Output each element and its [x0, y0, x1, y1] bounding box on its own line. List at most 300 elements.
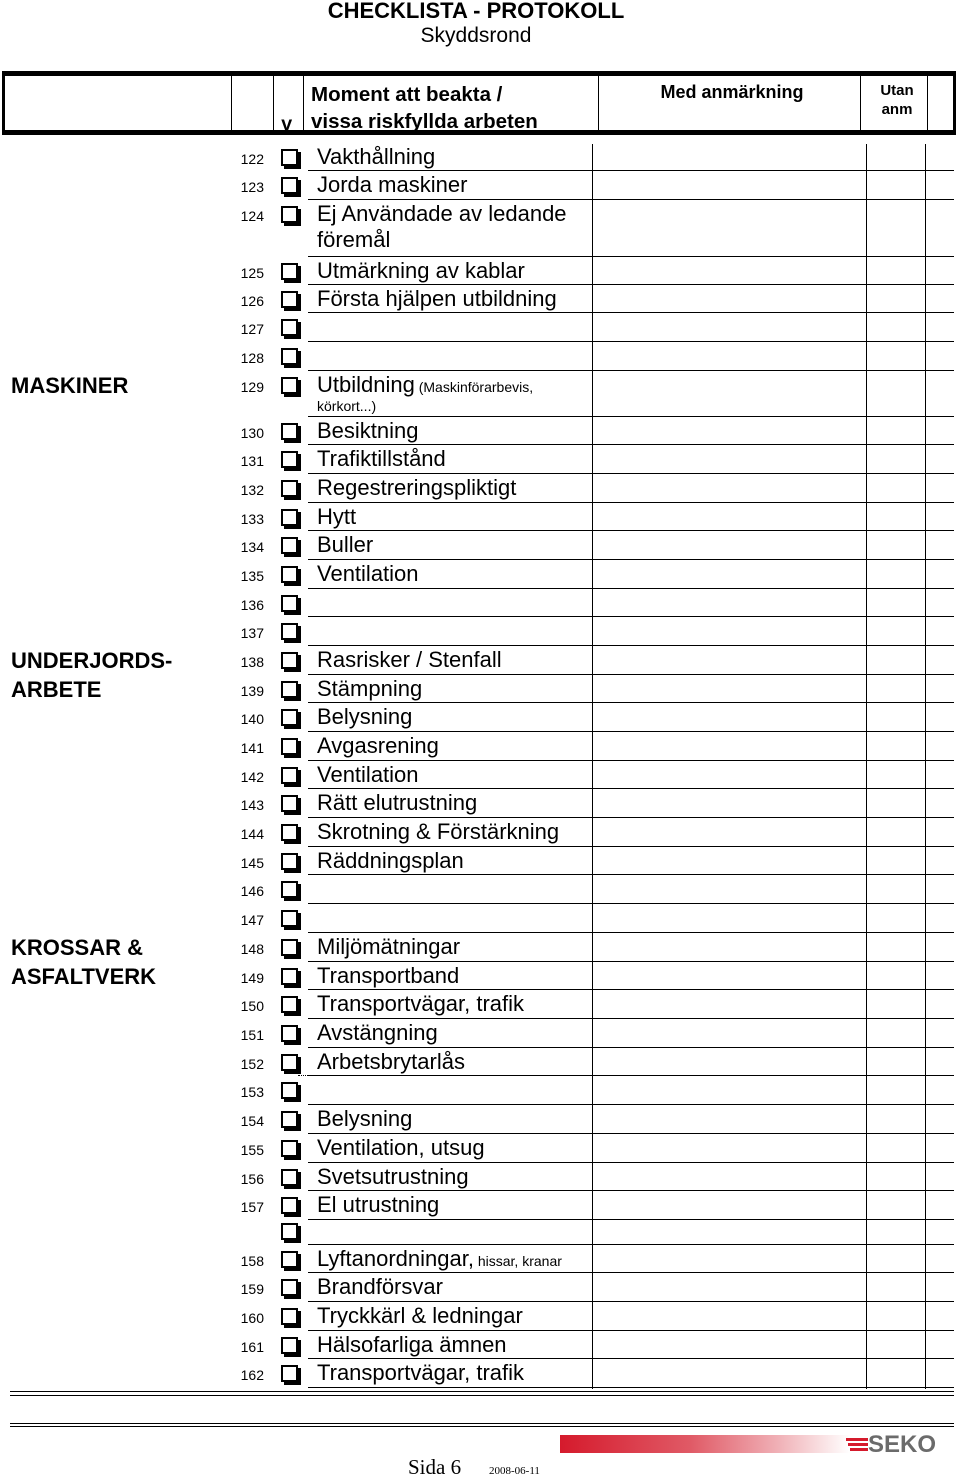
column-divider: [592, 1164, 593, 1192]
row-divider: [308, 588, 954, 589]
row-number: 139: [240, 683, 264, 699]
row-checkbox[interactable]: [281, 1223, 298, 1240]
column-divider: [866, 144, 867, 172]
row-label: Arbetsbrytarlås: [317, 1049, 465, 1074]
row-checkbox[interactable]: [281, 853, 298, 870]
row-label: Transportband: [317, 963, 460, 988]
row-checkbox[interactable]: [281, 177, 298, 194]
row-checkbox[interactable]: [281, 566, 298, 583]
row-checkbox[interactable]: [281, 996, 298, 1013]
row-divider: [308, 932, 954, 933]
column-divider: [592, 532, 593, 561]
row-label: Rasrisker / Stenfall: [317, 647, 502, 672]
row-divider: [308, 473, 954, 474]
row-checkbox[interactable]: [281, 1111, 298, 1128]
column-divider: [925, 618, 926, 647]
table-row: [0, 618, 960, 647]
row-divider: [308, 788, 954, 789]
column-divider: [592, 1274, 593, 1303]
row-divider: [308, 616, 954, 617]
column-divider: [925, 1303, 926, 1332]
column-divider: [866, 905, 867, 934]
row-number: 145: [240, 855, 264, 871]
row-checkbox[interactable]: [281, 423, 298, 440]
column-divider: [925, 532, 926, 561]
row-divider: [308, 1190, 954, 1191]
table-row: [0, 647, 960, 676]
column-divider: [592, 561, 593, 590]
row-label: Transportvägar, trafik: [317, 991, 525, 1016]
column-divider: [925, 504, 926, 532]
column-divider: [866, 1246, 867, 1274]
row-checkbox[interactable]: [281, 1169, 298, 1186]
column-divider: [866, 561, 867, 590]
row-label: Belysning: [317, 704, 413, 729]
row-number: 162: [240, 1367, 264, 1383]
column-divider: [592, 876, 593, 905]
row-divider: [308, 170, 954, 171]
table-row: [0, 258, 960, 286]
row-checkbox[interactable]: [281, 1197, 298, 1214]
table-row: [0, 1246, 960, 1274]
table-row: [0, 848, 960, 876]
column-divider: [925, 446, 926, 475]
row-checkbox[interactable]: [281, 767, 298, 784]
table-row: [0, 1164, 960, 1192]
column-divider: [866, 1360, 867, 1389]
category-krossar-asfaltverk: KROSSAR & ASFALTVERK: [11, 935, 157, 989]
column-divider: [592, 172, 593, 201]
column-divider: [925, 790, 926, 819]
column-divider: [925, 418, 926, 446]
table-row: [0, 475, 960, 504]
table-row: [0, 418, 960, 446]
column-divider: [866, 1192, 867, 1221]
row-checkbox[interactable]: [281, 1025, 298, 1042]
column-divider: [592, 676, 593, 704]
row-divider: [308, 817, 954, 818]
header-remark-column: Med anmärkning: [660, 82, 804, 102]
column-divider: [866, 1020, 867, 1049]
table-row: [0, 963, 960, 991]
column-divider: [925, 343, 926, 372]
row-label: Räddningsplan: [317, 848, 464, 873]
row-number: 143: [240, 797, 264, 813]
row-checkbox[interactable]: [281, 1308, 298, 1325]
row-divider: [308, 312, 954, 313]
footer-divider: [10, 1423, 954, 1427]
column-divider: [866, 314, 867, 343]
row-label: Svetsutrustning: [317, 1164, 469, 1189]
row-divider: [308, 1387, 954, 1388]
column-divider: [866, 343, 867, 372]
row-checkbox[interactable]: [281, 910, 298, 927]
column-divider: [592, 704, 593, 733]
column-divider: [866, 733, 867, 762]
seko-logo-text: SEKO: [868, 1431, 937, 1458]
table-row: [0, 934, 960, 963]
row-label-continued: föremål: [317, 227, 391, 252]
column-divider: [866, 1303, 867, 1332]
row-label: Buller: [317, 532, 374, 557]
row-divider: [298, 1075, 308, 1076]
column-divider: [866, 372, 867, 418]
column-divider: [592, 848, 593, 876]
row-divider: [308, 416, 954, 417]
row-number: 161: [240, 1339, 264, 1355]
table-row: [0, 1049, 960, 1077]
row-checkbox[interactable]: [281, 263, 298, 280]
column-divider: [925, 905, 926, 934]
table-row: [0, 286, 960, 314]
column-divider: [592, 991, 593, 1020]
row-checkbox[interactable]: [281, 795, 298, 812]
column-divider: [866, 618, 867, 647]
column-divider: [925, 314, 926, 343]
row-label: Ej Användade av ledande: [317, 201, 567, 226]
row-checkbox[interactable]: [281, 652, 298, 669]
column-divider: [925, 1246, 926, 1274]
row-label: Belysning: [317, 1106, 413, 1131]
column-divider: [866, 258, 867, 286]
row-number: 133: [240, 511, 264, 527]
row-number: 154: [240, 1113, 264, 1129]
row-divider: [308, 846, 954, 847]
column-divider: [866, 790, 867, 819]
row-label: Miljömätningar: [317, 934, 461, 959]
column-divider: [592, 905, 593, 934]
column-divider: [866, 286, 867, 314]
row-checkbox[interactable]: [281, 451, 298, 468]
column-divider: [592, 1221, 593, 1246]
column-divider: [866, 1049, 867, 1077]
row-number: 156: [240, 1171, 264, 1187]
column-divider: [925, 647, 926, 676]
column-divider: [925, 1332, 926, 1360]
row-number: 146: [240, 883, 264, 899]
row-label: El utrustning: [317, 1192, 440, 1217]
table-row: [0, 172, 960, 201]
row-divider: [308, 645, 954, 646]
column-divider: [866, 762, 867, 790]
row-label: Lyftanordningar, hissar, kranar: [317, 1246, 562, 1271]
row-number: 153: [240, 1084, 264, 1100]
row-number: 128: [240, 350, 264, 366]
row-label: Stämpning: [317, 676, 423, 701]
table-bottom-border: [10, 1391, 954, 1396]
table-row: [0, 704, 960, 733]
column-divider: [925, 1020, 926, 1049]
row-number: 136: [240, 597, 264, 613]
row-number: 138: [240, 654, 264, 670]
column-divider: [866, 819, 867, 848]
row-checkbox[interactable]: [281, 377, 298, 394]
column-divider: [925, 819, 926, 848]
column-divider: [866, 1135, 867, 1164]
column-divider: [866, 934, 867, 963]
row-label: Regestreringspliktigt: [317, 475, 517, 500]
row-number: 135: [240, 568, 264, 584]
column-divider: [592, 286, 593, 314]
column-divider: [866, 201, 867, 258]
row-checkbox[interactable]: [281, 1082, 298, 1099]
row-checkbox[interactable]: [281, 1279, 298, 1296]
row-checkbox[interactable]: [281, 881, 298, 898]
document-title: CHECKLISTA - PROTOKOLL: [327, 0, 625, 23]
column-divider: [592, 343, 593, 372]
column-divider: [592, 1192, 593, 1221]
row-divider: [308, 903, 954, 904]
column-divider: [925, 372, 926, 418]
column-divider: [866, 1077, 867, 1106]
row-checkbox[interactable]: [281, 738, 298, 755]
table-row: [0, 819, 960, 848]
column-divider: [592, 314, 593, 343]
table-row: [0, 561, 960, 590]
row-checkbox[interactable]: [281, 509, 298, 526]
row-number: 142: [240, 769, 264, 785]
table-row: [0, 446, 960, 475]
row-checkbox[interactable]: [281, 1251, 298, 1268]
row-label: Tryckkärl & ledningar: [317, 1303, 523, 1328]
column-divider: [592, 1360, 593, 1389]
row-label: Hytt: [317, 504, 357, 529]
row-label: Avstängning: [317, 1020, 438, 1045]
column-divider: [925, 258, 926, 286]
row-divider: [308, 502, 954, 503]
row-checkbox[interactable]: [281, 709, 298, 726]
column-divider: [866, 418, 867, 446]
row-label: Besiktning: [317, 418, 419, 443]
row-divider: [308, 989, 954, 990]
column-divider: [925, 934, 926, 963]
row-number: 148: [240, 941, 264, 957]
row-number: 132: [240, 482, 264, 498]
row-checkbox[interactable]: [281, 1337, 298, 1354]
row-number: 159: [240, 1281, 264, 1297]
row-number: 147: [240, 912, 264, 928]
table-row: [0, 1221, 960, 1246]
category-underjordsarbete: UNDERJORDS- ARBETE: [11, 648, 173, 702]
row-label-note: (Maskinförarbevis,: [414, 379, 534, 395]
row-number: 124: [240, 208, 264, 224]
row-divider: [308, 256, 954, 257]
document-subtitle: Skyddsrond: [420, 24, 532, 47]
page-number: Sida 6: [408, 1455, 462, 1479]
column-divider: [866, 446, 867, 475]
row-number: 127: [240, 321, 264, 337]
row-label: Rätt elutrustning: [317, 790, 478, 815]
column-divider: [866, 504, 867, 532]
column-divider: [925, 1221, 926, 1246]
row-divider: [308, 530, 954, 531]
table-row: [0, 733, 960, 762]
column-divider: [592, 1332, 593, 1360]
column-divider: [592, 647, 593, 676]
column-divider: [925, 1360, 926, 1389]
row-checkbox[interactable]: [281, 206, 298, 223]
category-maskiner: MASKINER: [11, 373, 129, 398]
table-row: [0, 532, 960, 561]
column-divider: [592, 590, 593, 618]
column-divider: [592, 372, 593, 418]
row-label-continued: körkort...): [317, 398, 377, 414]
row-label: Skrotning & Förstärkning: [317, 819, 560, 844]
row-number: 126: [240, 293, 264, 309]
column-divider: [925, 733, 926, 762]
row-number: 123: [240, 179, 264, 195]
row-number: 144: [240, 826, 264, 842]
column-divider: [592, 446, 593, 475]
column-divider: [592, 762, 593, 790]
column-divider: [925, 1049, 926, 1077]
row-checkbox[interactable]: [281, 149, 298, 166]
column-divider: [925, 1164, 926, 1192]
column-divider: [925, 475, 926, 504]
column-divider: [925, 876, 926, 905]
column-divider: [592, 1135, 593, 1164]
row-divider: [308, 674, 954, 675]
column-divider: [866, 1274, 867, 1303]
row-divider: [308, 1133, 954, 1134]
column-divider: [866, 647, 867, 676]
row-number: 125: [240, 265, 264, 281]
row-divider: [308, 1162, 954, 1163]
row-checkbox[interactable]: [281, 291, 298, 308]
table-row: [0, 676, 960, 704]
row-checkbox[interactable]: [281, 939, 298, 956]
brand-gradient-bar: [560, 1435, 850, 1453]
column-divider: [925, 172, 926, 201]
row-checkbox[interactable]: [281, 480, 298, 497]
column-divider: [592, 819, 593, 848]
row-number: 157: [240, 1199, 264, 1215]
column-divider: [592, 618, 593, 647]
column-divider: [866, 676, 867, 704]
row-label: Vakthållning: [317, 144, 436, 169]
table-row: [0, 1303, 960, 1332]
column-divider: [925, 1077, 926, 1106]
table-row: [0, 1274, 960, 1303]
row-number: 134: [240, 539, 264, 555]
column-divider: [592, 504, 593, 532]
row-divider: [308, 702, 954, 703]
row-divider: [308, 1358, 954, 1359]
row-divider: [308, 559, 954, 560]
table-row: [0, 144, 960, 172]
row-checkbox[interactable]: [281, 537, 298, 554]
column-divider: [866, 876, 867, 905]
row-number: 122: [240, 151, 264, 167]
row-label: Jorda maskiner: [317, 172, 468, 197]
row-number: 129: [240, 379, 264, 395]
document-date: 2008-06-11: [489, 1465, 540, 1477]
table-row: [0, 504, 960, 532]
column-divider: [866, 532, 867, 561]
row-checkbox[interactable]: [281, 968, 298, 985]
column-divider: [866, 848, 867, 876]
column-divider: [925, 848, 926, 876]
row-checkbox[interactable]: [281, 623, 298, 640]
column-divider: [866, 1332, 867, 1360]
row-label: Hälsofarliga ämnen: [317, 1332, 507, 1357]
column-divider: [925, 1106, 926, 1135]
row-checkbox[interactable]: [281, 1365, 298, 1382]
row-label: Avgasrening: [317, 733, 439, 758]
header-no-remark-column: Utan anm: [880, 82, 914, 118]
column-divider: [592, 144, 593, 172]
row-number: 141: [240, 740, 264, 756]
row-checkbox[interactable]: [281, 348, 298, 365]
column-divider: [592, 1049, 593, 1077]
column-divider: [925, 286, 926, 314]
table-row: [0, 1020, 960, 1049]
column-divider: [925, 676, 926, 704]
column-divider: [592, 963, 593, 991]
column-divider: [925, 144, 926, 172]
header-checked-column: v: [281, 114, 293, 136]
row-divider: [308, 1330, 954, 1331]
column-divider: [925, 762, 926, 790]
row-label: Första hjälpen utbildning: [317, 286, 557, 311]
table-row: [0, 1135, 960, 1164]
column-divider: [925, 561, 926, 590]
row-checkbox[interactable]: [281, 1054, 298, 1071]
row-checkbox[interactable]: [281, 319, 298, 336]
table-row: [0, 314, 960, 343]
column-divider: [866, 1106, 867, 1135]
row-number: 158: [240, 1253, 264, 1269]
row-label: Ventilation: [317, 762, 419, 787]
row-divider: [308, 1301, 954, 1302]
column-divider: [866, 1164, 867, 1192]
column-divider: [592, 733, 593, 762]
column-divider: [592, 1106, 593, 1135]
column-divider: [866, 475, 867, 504]
table-header: [2, 71, 956, 135]
row-divider: [308, 199, 954, 200]
row-checkbox[interactable]: [281, 824, 298, 841]
row-number: 131: [240, 453, 264, 469]
row-divider: [308, 874, 954, 875]
column-divider: [866, 704, 867, 733]
row-checkbox[interactable]: [281, 681, 298, 698]
row-checkbox[interactable]: [281, 1140, 298, 1157]
row-number: 150: [240, 998, 264, 1014]
header-moment-column: Moment att beakta / vissa riskfyllda arbeten: [311, 83, 538, 133]
row-number: 130: [240, 425, 264, 441]
column-divider: [592, 201, 593, 258]
row-checkbox[interactable]: [281, 595, 298, 612]
table-row: [0, 1192, 960, 1221]
column-divider: [592, 1303, 593, 1332]
column-divider: [925, 991, 926, 1020]
table-row: [0, 876, 960, 905]
row-divider: [308, 444, 954, 445]
row-number: 152: [240, 1056, 264, 1072]
row-divider: [308, 731, 954, 732]
row-divider: [308, 1272, 954, 1273]
table-row: [0, 991, 960, 1020]
column-divider: [866, 172, 867, 201]
table-row: [0, 372, 960, 418]
column-divider: [866, 963, 867, 991]
row-divider: [308, 760, 954, 761]
row-label: Transportvägar, trafik: [317, 1360, 525, 1385]
column-divider: [866, 590, 867, 618]
row-divider: [308, 1075, 954, 1076]
row-divider: [308, 1244, 954, 1245]
